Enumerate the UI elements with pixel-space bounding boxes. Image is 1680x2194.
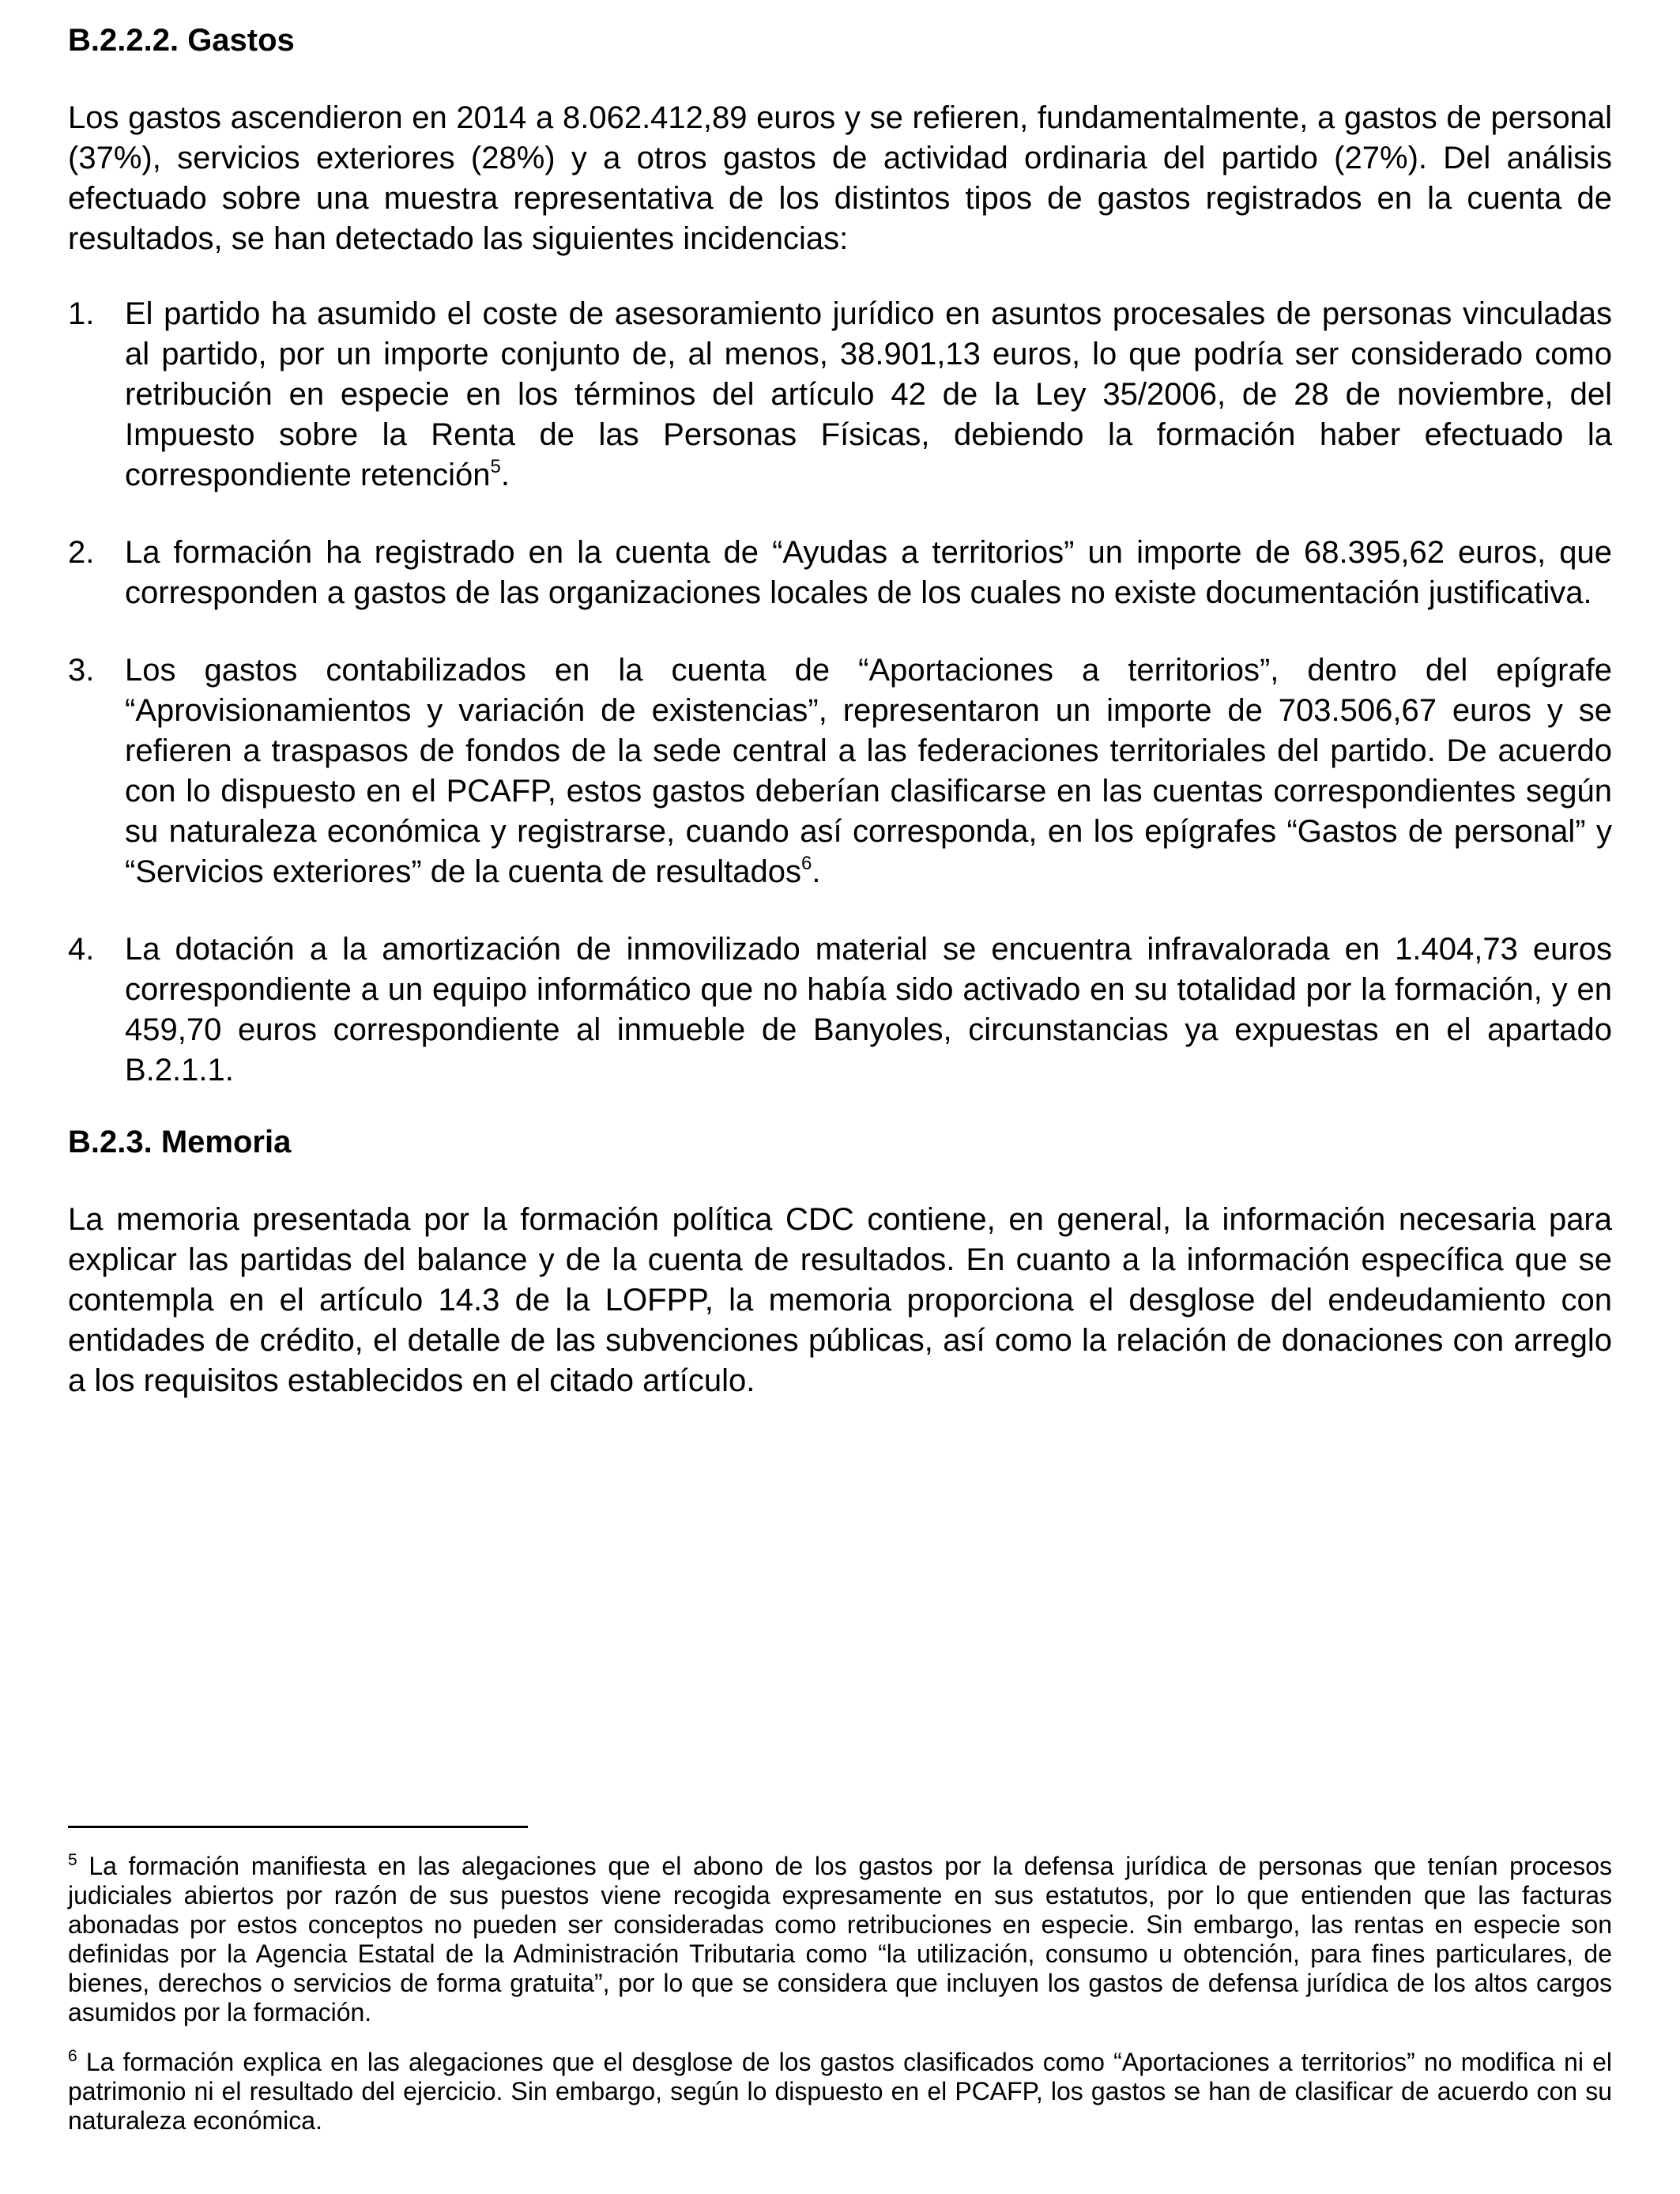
list-item (68, 533, 1612, 613)
spacer (68, 259, 1612, 294)
list-item-number: 2. (68, 535, 95, 570)
section-heading-gastos: B.2.2.2. Gastos (68, 23, 295, 58)
footnote-text: La formación explica en las alegaciones que el desglose de los gastos clasificados como “Aportaciones a territorios” no modifica ni el patrimonio ni el resultado del ejercicio. Sin embargo, según lo dispuesto en el PCAFP, los gastos se han de clasificar de acuerdo con su naturaleza económica. (68, 2048, 1613, 2135)
list-item-text: Los gastos contabilizados en la cuenta de “Aportaciones a territorios”, dentro del epígrafe “Aprovisionamientos y variación de existencias”, representaron un importe de 703.506,67 euros y se refieren a traspasos de fondos de la sede central a las federaciones territoriales del partido. De acuerdo con lo dispuesto en el PCAFP, estos gastos deberían clasificarse en las cuentas correspondientes según su naturaleza económica y registrarse, cuando así corresponda, en los epígrafes “Gastos de personal” y “Servicios exteriores” de la cuenta de resultados (125, 653, 1612, 889)
list-item (68, 294, 1612, 496)
footnote-mark: 5 (68, 1851, 77, 1869)
section-heading-memoria: B.2.3. Memoria (68, 1125, 292, 1159)
list-item-tail: . (500, 458, 510, 492)
list-item-text: El partido ha asumido el coste de asesoramiento jurídico en asuntos procesales de personas vinculadas al partido, por un importe conjunto de, al menos, 38.901,13 euros, lo que podría ser considerado como retribución en especie en los términos del artículo 42 de la Ley 35/2006, de 28 de noviembre, del Impuesto sobre la Renta de las Personas Físicas, debiendo la formación haber efectuado la correspondiente retención (125, 296, 1612, 492)
memoria-paragraph: La memoria presentada por la formación política CDC contiene, en general, la información necesaria para explicar las partidas del balance y de la cuenta de resultados. En cuanto a la información específica que se contempla en el artículo 14.3 de la LOFPP, la memoria proporciona el desglose del endeudamiento con entidades de crédito, el detalle de las subvenciones públicas, así como la relación de donaciones con arreglo a los requisitos establecidos en el citado artículo. (68, 1202, 1612, 1398)
list-item-number: 4. (68, 932, 95, 967)
footnote-separator (68, 1826, 528, 1828)
footnote-reference[interactable]: 6 (800, 853, 812, 874)
spacer (68, 1162, 1612, 1200)
footnote-text: La formación manifiesta en las alegaciones que el abono de los gastos por la defensa jurídica de personas que tenían procesos judiciales abiertos por razón de sus puestos viene recogida expresamente en sus estatutos, por lo que entienden que las facturas abonadas por estos conceptos no pueden ser consideradas como retribuciones en especie. Sin embargo, las rentas en especie son definidas por la Agencia Estatal de la Administración Tributaria como “la utilización, consumo u obtención, para fines particulares, de bienes, derechos o servicios de forma gratuita”, por lo que se considera que incluyen los gastos de defensa jurídica de los altos cargos asumidos por la formación. (68, 1852, 1613, 2026)
list-item-text: La formación ha registrado en la cuenta de “Ayudas a territorios” un importe de 68.395,62 euros, que corresponden a gastos de las organizaciones locales de los cuales no existe documentación justificativa. (125, 535, 1612, 610)
list-item-tail: . (812, 854, 821, 889)
footnote-reference[interactable]: 5 (490, 456, 501, 477)
list-item-number: 1. (68, 296, 95, 331)
document-page (68, 21, 1612, 1401)
footnotes-area (68, 1826, 1612, 2156)
list-item-text: La dotación a la amortización de inmovilizado material se encuentra infravalorada en 1.404,73 euros correspondiente a un equipo informático que no había sido activado en su totalidad por la formación, y en 459,70 euros correspondiente al inmueble de Banyoles, circunstancias ya expuestas en el apartado B.2.1.1. (125, 932, 1612, 1088)
footnote-mark: 6 (68, 2047, 77, 2065)
list-item (68, 929, 1612, 1091)
footnote-6 (68, 2048, 1612, 2136)
footnote-5 (68, 1852, 1612, 2027)
list-item (68, 650, 1612, 892)
spacer (68, 60, 1612, 98)
incidencias-list (68, 294, 1612, 1091)
gastos-intro-paragraph: Los gastos ascendieron en 2014 a 8.062.412,89 euros y se refieren, fundamentalmente, a gastos de personal (37%), servicios exteriores (28%) y a otros gastos de actividad ordinaria del partido (27%). Del análisis efectuado sobre una muestra representativa de los distintos tipos de gastos registrados en la cuenta de resultados, se han detectado las siguientes incidencias: (68, 100, 1612, 256)
list-item-number: 3. (68, 653, 95, 688)
